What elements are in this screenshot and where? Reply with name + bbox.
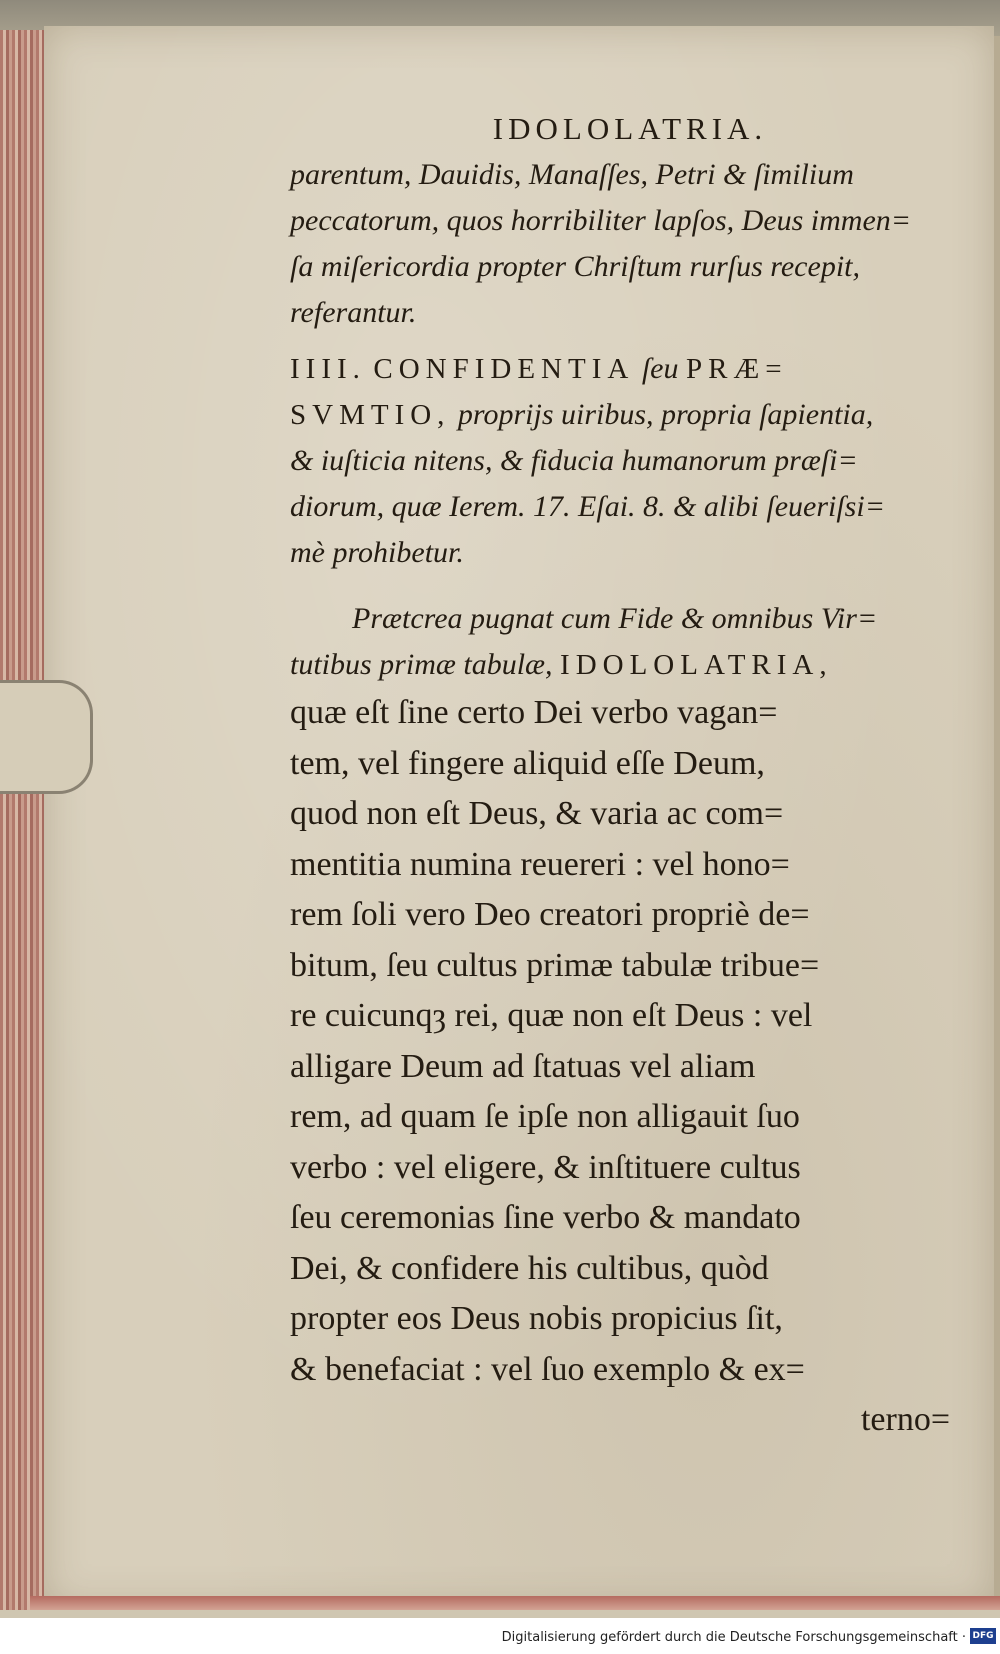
roman-text-block bbox=[290, 688, 950, 1446]
text-line: & iuſticia nitens, & fiducia humanorum præſi= bbox=[290, 444, 858, 477]
paragraph-1 bbox=[290, 152, 950, 336]
text-line: quæ eſt ſine certo Dei verbo vagan= bbox=[290, 694, 778, 731]
footer-credit: Digitalisierung gefördert durch die Deutsche Forschungsgemeinschaft · bbox=[501, 1630, 966, 1645]
text-line: parentum, Dauidis, Manaſſes, Petri & ſimilium bbox=[290, 158, 854, 191]
section-heading: CONFIDENTIA bbox=[373, 353, 635, 385]
paragraph-2 bbox=[290, 346, 950, 576]
text-line: verbo : vel eligere, & inſtituere cultus bbox=[290, 1148, 801, 1186]
book-clasp bbox=[0, 680, 93, 794]
text-line: Dei, & confidere his cultibus, quòd bbox=[290, 1249, 769, 1287]
paragraph-3 bbox=[290, 596, 950, 1446]
text-line: re cuicunqȝ rei, quæ non eſt Deus : vel bbox=[290, 997, 813, 1034]
footer-bar bbox=[0, 1618, 1000, 1654]
page-text bbox=[290, 112, 950, 1446]
text-line: propter eos Deus nobis propicius ſit, bbox=[290, 1300, 783, 1337]
text-fragment: ſeu bbox=[634, 352, 686, 385]
text-line: bitum, ſeu cultus primæ tabulæ tribue= bbox=[290, 946, 820, 984]
text-line: referantur. bbox=[290, 296, 417, 329]
text-line: mè prohibetur. bbox=[290, 536, 464, 569]
text-fragment: tutibus primæ tabulæ, bbox=[290, 648, 561, 681]
text-line: proprijs uiribus, propria ſapientia, bbox=[450, 398, 874, 431]
text-line: quod non eſt Deus, & varia ac com= bbox=[290, 795, 784, 832]
text-line: ſa miſericordia propter Chriſtum rurſus recepit, bbox=[290, 250, 860, 283]
text-line: alligare Deum ad ſtatuas vel aliam bbox=[290, 1047, 756, 1085]
catchword: terno= bbox=[860, 1401, 950, 1438]
book-bottom-edge bbox=[30, 1596, 1000, 1610]
text-line: rem ſoli vero Deo creatori propriè de= bbox=[290, 896, 810, 933]
text-line: tem, vel fingere aliquid eſſe Deum, bbox=[290, 744, 765, 782]
text-line bbox=[290, 642, 950, 688]
section-heading: IDOLOLATRIA, bbox=[560, 649, 833, 681]
running-title: IDOLOLATRIA. bbox=[492, 111, 768, 146]
text-line: ſeu ceremonias ſine verbo & mandato bbox=[290, 1199, 801, 1236]
text-line: mentitia numina reuereri : vel hono= bbox=[290, 845, 790, 883]
text-line: peccatorum, quos horribiliter lapſos, Deus immen= bbox=[290, 204, 912, 237]
text-line: & benefaciat : vel ſuo exemplo & ex= bbox=[290, 1350, 805, 1388]
section-numeral: IIII. bbox=[290, 353, 366, 385]
section-heading-part: PRÆ= bbox=[685, 353, 788, 385]
page-edges bbox=[0, 30, 48, 1610]
dfg-logo-icon: DFG bbox=[970, 1628, 996, 1644]
section-heading-part: SVMTIO, bbox=[290, 399, 451, 431]
text-line: rem, ad quam ſe ipſe non alligauit ſuo bbox=[290, 1098, 800, 1135]
text-line: diorum, quæ Ierem. 17. Eſai. 8. & alibi ſeueriſsi= bbox=[290, 490, 885, 523]
text-line: Prætcrea pugnat cum Fide & omnibus Vir= bbox=[352, 602, 878, 635]
